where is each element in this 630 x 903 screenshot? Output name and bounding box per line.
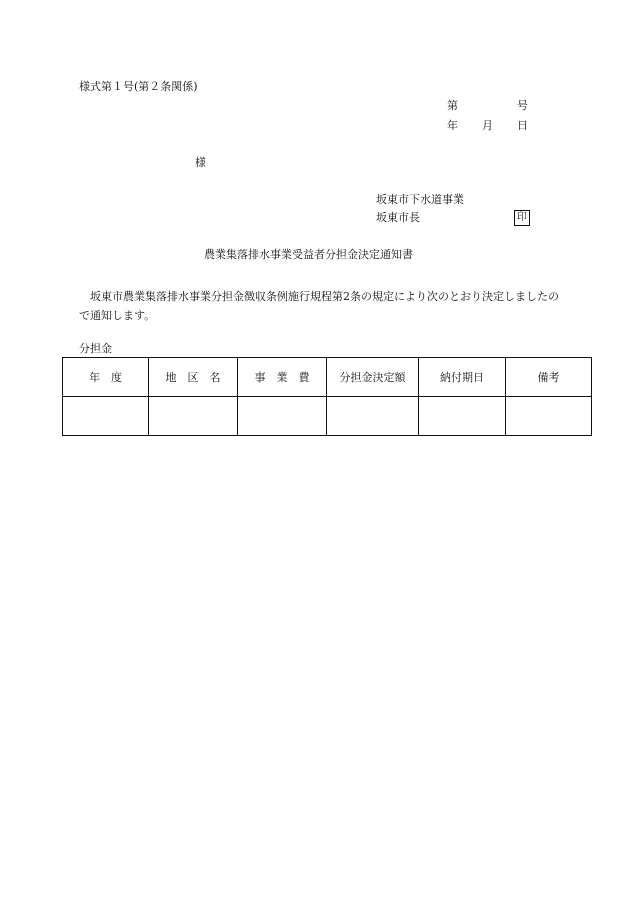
form-label: 様式第１号(第２条関係) — [79, 80, 198, 93]
issuer-title: 坂東市長 — [376, 211, 420, 224]
document-body — [79, 287, 559, 325]
issuer-organization: 坂東市下水道事業 — [376, 193, 464, 206]
date-day-label: 日 — [517, 119, 528, 132]
header-fiscal-year: 年 度 — [63, 358, 149, 397]
date-month-label: 月 — [482, 119, 493, 132]
seal-stamp: 印 — [514, 210, 530, 226]
header-charge-amount: 分担金決定額 — [327, 358, 419, 397]
table-header-row — [63, 358, 592, 397]
document-body-text: 坂東市農業集落排水事業分担金徴収条例施行規程第2条の規定により次のとおり決定しましたので通知します。 — [79, 290, 559, 322]
document-number-go: 号 — [517, 99, 528, 112]
header-remarks: 備考 — [506, 358, 592, 397]
header-project-cost: 事 業 費 — [238, 358, 327, 397]
document-title: 農業集落排水事業受益者分担金決定通知書 — [204, 248, 413, 261]
cell-district-name — [149, 397, 238, 436]
table-caption: 分担金 — [79, 342, 112, 355]
table-row — [63, 397, 592, 436]
header-payment-due: 納付期日 — [419, 358, 506, 397]
cell-remarks — [506, 397, 592, 436]
header-district-name: 地 区 名 — [149, 358, 238, 397]
charge-table — [62, 357, 592, 436]
cell-project-cost — [238, 397, 327, 436]
document-number-dai: 第 — [447, 99, 458, 112]
cell-payment-due — [419, 397, 506, 436]
recipient-honorific: 様 — [195, 156, 206, 169]
cell-charge-amount — [327, 397, 419, 436]
cell-fiscal-year — [63, 397, 149, 436]
date-year-label: 年 — [447, 119, 458, 132]
